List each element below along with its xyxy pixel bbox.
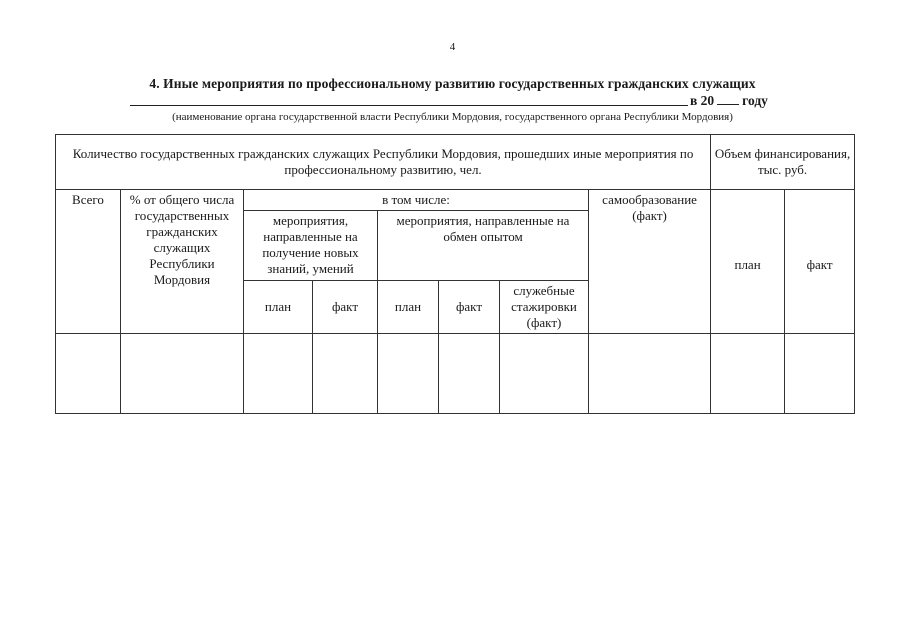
org-name-blank bbox=[130, 105, 688, 106]
cell-internships bbox=[500, 334, 589, 414]
cell-percent bbox=[121, 334, 244, 414]
exchange-fact: факт bbox=[439, 281, 500, 334]
col-new-knowledge: мероприятия, направленные на получение новых знаний, умений bbox=[244, 211, 378, 281]
year-line bbox=[690, 92, 768, 109]
col-self-education: самообразование (факт) bbox=[589, 190, 711, 334]
cell-funding-fact bbox=[785, 334, 855, 414]
cell-funding-plan bbox=[711, 334, 785, 414]
report-table bbox=[55, 134, 855, 414]
col-exchange: мероприятия, направленные на обмен опытом bbox=[378, 211, 589, 281]
cell-new-knowledge-plan bbox=[244, 334, 313, 414]
funding-fact: факт bbox=[785, 190, 855, 334]
col-internships: служебные стажировки (факт) bbox=[500, 281, 589, 334]
new-knowledge-plan: план bbox=[244, 281, 313, 334]
exchange-plan: план bbox=[378, 281, 439, 334]
cell-exchange-fact bbox=[439, 334, 500, 414]
org-name-line bbox=[130, 91, 780, 109]
org-caption: (наименование органа государственной власти Республики Мордовия, государственного органа Республики Мордовия) bbox=[172, 111, 733, 123]
page-number: 4 bbox=[449, 41, 456, 53]
cell-new-knowledge-fact bbox=[313, 334, 378, 414]
col-including: в том числе: bbox=[244, 190, 589, 211]
year-suffix: году bbox=[742, 93, 768, 108]
new-knowledge-fact: факт bbox=[313, 281, 378, 334]
section-title: 4. Иные мероприятия по профессиональному развитию государственных гражданских служащих bbox=[149, 76, 756, 91]
cell-exchange-plan bbox=[378, 334, 439, 414]
year-blank bbox=[717, 92, 739, 105]
col-total: Всего bbox=[56, 190, 121, 334]
cell-self-education bbox=[589, 334, 711, 414]
header-main: Количество государственных гражданских служащих Республики Мордовия, прошедших иные мероприятия по профессиональному развитию, чел. bbox=[56, 135, 711, 190]
table-row bbox=[56, 334, 855, 414]
header-funding: Объем финансирования, тыс. руб. bbox=[711, 135, 855, 190]
year-prefix: в 20 bbox=[690, 93, 715, 108]
funding-plan: план bbox=[711, 190, 785, 334]
col-percent: % от общего числа государственных гражданских служащих Республики Мордовия bbox=[121, 190, 244, 334]
cell-total bbox=[56, 334, 121, 414]
